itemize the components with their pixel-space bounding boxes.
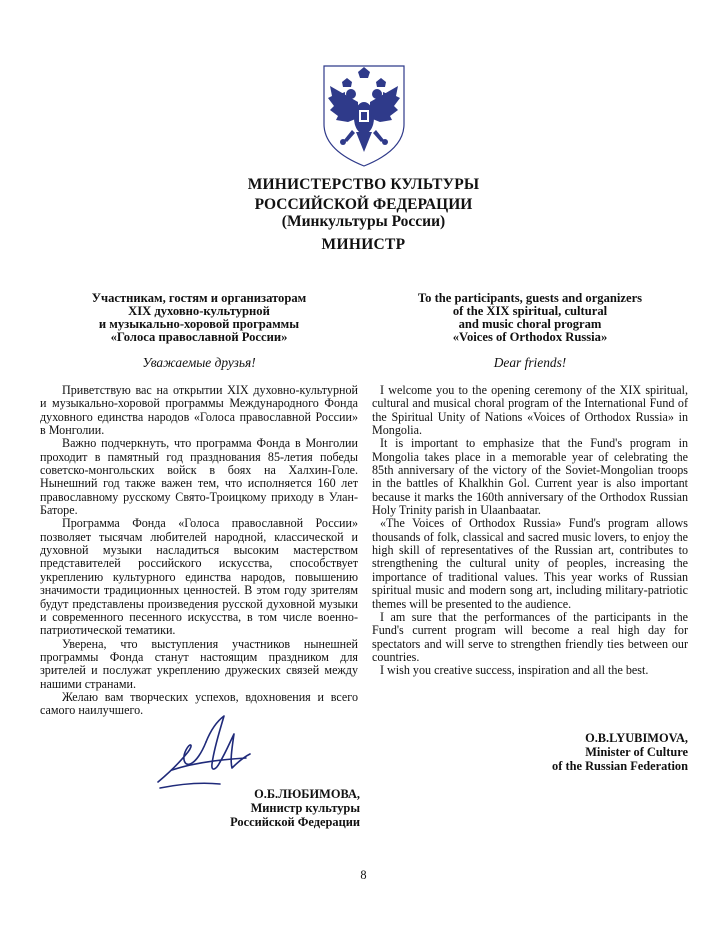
en-signature-block — [552, 731, 688, 773]
ru-signatory-title: Российской Федерации — [230, 815, 360, 829]
ru-address-line: Участникам, гостям и организаторам — [91, 291, 307, 305]
ru-address-line: и музыкально-хоровой программы — [98, 317, 300, 331]
en-body — [372, 384, 688, 678]
ru-paragraph: Уверена, что выступления участников нынешней программы Фонда станут настоящим праздником для зрителей и послужат укреплению дружеских связей между нашими странами. — [40, 636, 358, 691]
en-paragraph: I wish you creative success, inspiration and all the best. — [380, 663, 649, 678]
en-address — [372, 292, 688, 344]
ministry-name-line1: МИНИСТЕРСТВО КУЛЬТУРЫ — [247, 176, 480, 193]
ru-body — [40, 384, 358, 718]
ru-paragraph: Желаю вам творческих успехов, вдохновения и всего самого наилучшего. — [40, 689, 358, 718]
en-paragraph: «The Voices of Orthodox Russia» Fund's program allows thousands of folk, classical and sacred music lovers, to enjoy the high skill of representatives of the Russian art, contributes to strengthening the cultural unity of peoples, increasing the importance of traditional values. This year works of Russian spiritual music and modern song art, including military-patriotic themes will be presented to the audience. — [372, 516, 688, 611]
ru-signature-block — [200, 787, 360, 829]
en-paragraph: I am sure that the performances of the participants in the Fund's current program will become a real high day for spectators and will serve to strengthen friendly ties between our countries. — [372, 609, 688, 664]
en-address-line: of the XIX spiritual, cultural — [452, 304, 608, 318]
en-greeting: Dear friends! — [493, 355, 567, 370]
ru-paragraph: Важно подчеркнуть, что программа Фонда в Монголии проходит в памятный год празднования 85-летия победы советско-монгольских войск в боях на Халхин-Голе. Нынешний год также важен тем, что исполняется 160 лет православному русскому Свято-Троицкому приходу в Улан-Баторе. — [40, 436, 358, 518]
ru-address-line: XIX духовно-культурной — [128, 304, 270, 318]
coat-of-arms-emblem — [318, 62, 410, 170]
ru-address — [40, 292, 358, 344]
ru-paragraph: Приветствую вас на открытии XIX духовно-культурной и музыкально-хоровой программы Международного Фонда духовного единства народов «Голоса православной России» в Монголии. — [40, 383, 358, 438]
ministry-short-name: (Минкультуры России) — [281, 213, 446, 230]
en-address-line: To the participants, guests and organizers — [417, 291, 643, 305]
ru-signatory-name: О.Б.ЛЮБИМОВА, — [254, 787, 360, 801]
ru-address-line: «Голоса православной России» — [110, 330, 288, 344]
en-paragraph: I welcome you to the opening ceremony of the XIX spiritual, cultural and musical choral program of the International Fund of the Spiritual Unity of Nations «Voices of Orthodox Russia» in Mongolia. — [372, 383, 688, 438]
en-signatory-title: of the Russian Federation — [552, 759, 688, 773]
handwritten-signature — [150, 712, 260, 792]
russian-column — [40, 292, 358, 718]
en-address-line: «Voices of Orthodox Russia» — [452, 330, 608, 344]
en-address-line: and music choral program — [458, 317, 602, 331]
page-number: 8 — [360, 868, 367, 882]
minister-heading: МИНИСТР — [321, 236, 406, 253]
en-signatory-title: Minister of Culture — [585, 745, 688, 759]
english-column — [372, 292, 688, 678]
ru-greeting: Уважаемые друзья! — [142, 355, 256, 370]
ministry-name-line2: РОССИЙСКОЙ ФЕДЕРАЦИИ — [254, 196, 473, 213]
ru-paragraph: Программа Фонда «Голоса православной России» позволяет тысячам любителей народной, классической и духовной музыки насладиться высоким мастерством представителей российского искусства, способствует укреплению культурного единства народов, повышению значимости традиционных ценностей. В этом году зрителям будут представлены произведения русской духовной музыки и современного песенного искусства, в том числе военно-патриотической тематики. — [40, 516, 358, 638]
en-signatory-name: O.B.LYUBIMOVA, — [585, 731, 688, 745]
ru-signatory-title: Министр культуры — [250, 801, 360, 815]
en-paragraph: It is important to emphasize that the Fund's program in Mongolia takes place in a memorable year of celebrating the 85th anniversary of the victory of the Soviet-Mongolian troops in the battles of Khalkhin Gol. Current year is also important because it marks the 160th anniversary of the Orthodox Russian Holy Trinity parish in Ulaanbaatar. — [372, 436, 688, 518]
